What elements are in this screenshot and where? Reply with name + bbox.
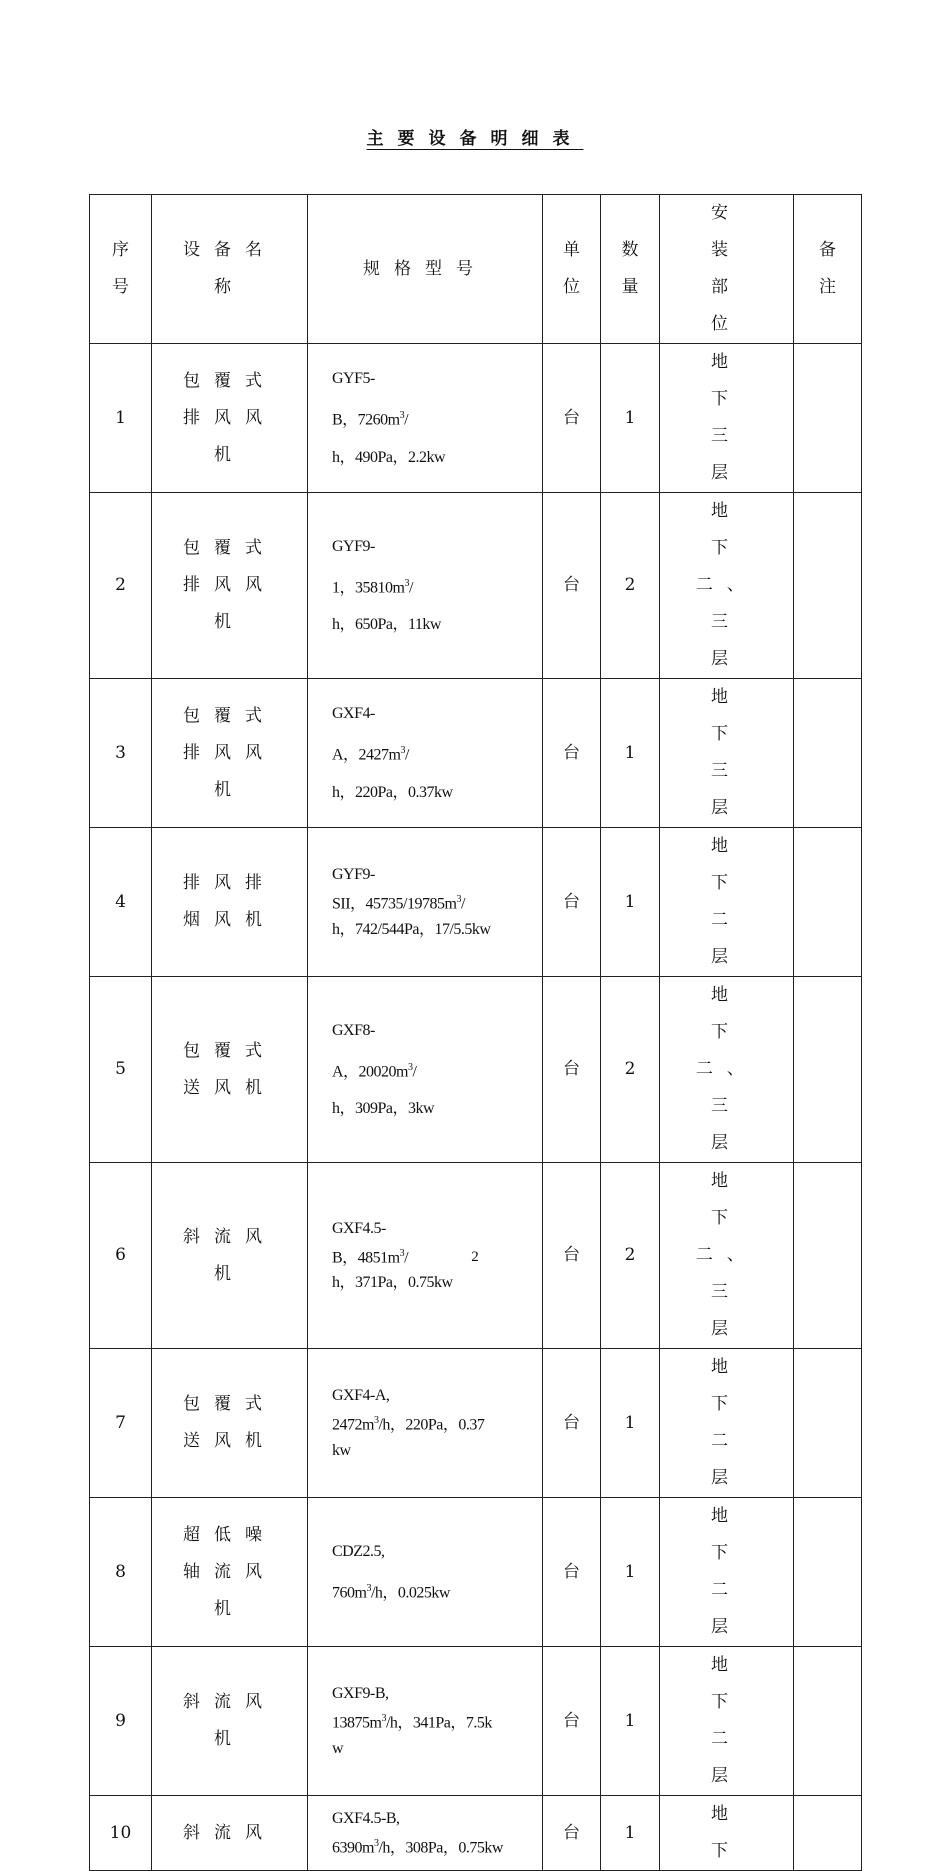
- spec-line: 1，$35810m^3/$: [332, 577, 413, 597]
- cell-name: 包覆式排风风机: [152, 344, 308, 493]
- cell-location: 地下三层: [660, 344, 794, 493]
- spec-line: $2472m^3/h$，220Pa，0.37: [332, 1415, 485, 1434]
- cell-no: 10: [90, 1796, 152, 1871]
- cell-name: 斜流风机: [152, 1163, 308, 1349]
- cell-no: 5: [90, 977, 152, 1163]
- cell-spec: [308, 1498, 543, 1647]
- spec-line: $6390m^3/h$，308Pa，0.75kw: [332, 1837, 503, 1857]
- cell-no: 8: [90, 1498, 152, 1647]
- table-row: [90, 344, 862, 493]
- spec-line: GXF4-A,: [332, 1387, 390, 1405]
- cell-unit: 台: [543, 1647, 601, 1796]
- equipment-table: [89, 194, 862, 1871]
- page-number: 2: [471, 1249, 479, 1265]
- table-row: [90, 977, 862, 1163]
- table-row: [90, 828, 862, 977]
- cell-spec: [308, 977, 543, 1163]
- cell-name: 排风排烟风机: [152, 828, 308, 977]
- cell-remark: [794, 828, 862, 977]
- cell-spec: [308, 493, 543, 679]
- cell-unit: 台: [543, 828, 601, 977]
- header-spec: 规格型号: [308, 195, 543, 344]
- cell-name: 包覆式送风机: [152, 1349, 308, 1498]
- spec-line: GXF9-B,: [332, 1685, 389, 1703]
- spec-line: GYF9-: [332, 866, 375, 884]
- spec-line: GYF9-: [332, 537, 375, 555]
- cell-location: 地下二、三层: [660, 977, 794, 1163]
- cell-no: 3: [90, 679, 152, 828]
- spec-line: B，$4851m^3/$: [332, 1247, 409, 1267]
- spec-line: GXF4.5-: [332, 1219, 386, 1237]
- cell-spec: [308, 828, 543, 977]
- table-row: [90, 1349, 862, 1498]
- spec-line: h，490Pa，2.2kw: [332, 448, 446, 466]
- spec-line: $13875m^3/h$，341Pa，7.5k: [332, 1713, 492, 1732]
- cell-qty: 1: [601, 1647, 660, 1796]
- cell-location: 地下二层: [660, 1647, 794, 1796]
- cell-remark: [794, 1647, 862, 1796]
- cell-qty: 1: [601, 1796, 660, 1871]
- spec-line: SII，$45735/19785m^3/$: [332, 894, 465, 913]
- cell-spec: [308, 1796, 543, 1871]
- header-row: [90, 195, 862, 344]
- spec-line: h，309Pa，3kw: [332, 1100, 435, 1118]
- cell-no: 1: [90, 344, 152, 493]
- cell-name: 包覆式排风风机: [152, 493, 308, 679]
- cell-location: 地下二层: [660, 1349, 794, 1498]
- cell-remark: [794, 493, 862, 679]
- cell-remark: [794, 1349, 862, 1498]
- cell-remark: [794, 679, 862, 828]
- cell-unit: 台: [543, 1796, 601, 1871]
- cell-unit: 台: [543, 1163, 601, 1349]
- spec-line: w: [332, 1739, 344, 1757]
- cell-name: 超低噪轴流风机: [152, 1498, 308, 1647]
- cell-qty: 1: [601, 679, 660, 828]
- cell-unit: 台: [543, 1498, 601, 1647]
- spec-line: B，$7260m^3/$: [332, 410, 409, 429]
- header-unit: 单位: [543, 195, 601, 344]
- cell-location: 地下二、三层: [660, 493, 794, 679]
- spec-line: GYF5-: [332, 370, 375, 388]
- cell-qty: 1: [601, 344, 660, 493]
- header-location: 安装部位: [660, 195, 794, 344]
- header-name: 设备名称: [152, 195, 308, 344]
- spec-line: GXF4-: [332, 705, 375, 723]
- cell-qty: 1: [601, 1349, 660, 1498]
- cell-qty: 1: [601, 828, 660, 977]
- cell-no: 7: [90, 1349, 152, 1498]
- cell-no: 9: [90, 1647, 152, 1796]
- table-row: [90, 1498, 862, 1647]
- spec-line: $760m^3/h$，0.025kw: [332, 1582, 450, 1602]
- cell-qty: 2: [601, 1163, 660, 1349]
- cell-qty: 2: [601, 977, 660, 1163]
- cell-location: 地下二层: [660, 1498, 794, 1647]
- cell-spec: [308, 1647, 543, 1796]
- cell-name: 包覆式送风机: [152, 977, 308, 1163]
- spec-line: h，742/544Pa，17/5.5kw: [332, 920, 491, 938]
- table-row: [90, 1647, 862, 1796]
- spec-line: GXF4.5-B,: [332, 1809, 400, 1827]
- cell-remark: [794, 1498, 862, 1647]
- cell-location: 地下三层: [660, 679, 794, 828]
- cell-name: 斜流风: [152, 1796, 308, 1871]
- cell-spec: [308, 679, 543, 828]
- cell-remark: [794, 1796, 862, 1871]
- spec-line: h，371Pa，0.75kw: [332, 1274, 453, 1292]
- spec-line: A，$20020m^3/$: [332, 1061, 417, 1081]
- header-qty: 数量: [601, 195, 660, 344]
- spec-line: kw: [332, 1441, 351, 1459]
- table-row: [90, 679, 862, 828]
- spec-line: GXF8-: [332, 1021, 375, 1039]
- cell-no: 6: [90, 1163, 152, 1349]
- table-row: [90, 1796, 862, 1871]
- cell-no: 2: [90, 493, 152, 679]
- spec-line: A，$2427m^3/$: [332, 745, 409, 764]
- spec-line: CDZ2.5,: [332, 1542, 385, 1560]
- table-row: [90, 493, 862, 679]
- cell-remark: [794, 977, 862, 1163]
- cell-unit: 台: [543, 679, 601, 828]
- cell-spec: [308, 344, 543, 493]
- cell-qty: 1: [601, 1498, 660, 1647]
- header-no: 序号: [90, 195, 152, 344]
- cell-name: 斜流风机: [152, 1647, 308, 1796]
- header-remark: 备注: [794, 195, 862, 344]
- cell-unit: 台: [543, 493, 601, 679]
- cell-unit: 台: [543, 977, 601, 1163]
- cell-spec: [308, 1349, 543, 1498]
- cell-unit: 台: [543, 1349, 601, 1498]
- cell-qty: 2: [601, 493, 660, 679]
- spec-line: h，220Pa，0.37kw: [332, 783, 453, 801]
- cell-location: 地下二层: [660, 828, 794, 977]
- cell-no: 4: [90, 828, 152, 977]
- cell-remark: [794, 344, 862, 493]
- cell-name: 包覆式排风风机: [152, 679, 308, 828]
- cell-unit: 台: [543, 344, 601, 493]
- cell-location: 地下: [660, 1796, 794, 1871]
- cell-location: 地下二、三层: [660, 1163, 794, 1349]
- spec-line: h，650Pa，11kw: [332, 616, 441, 634]
- page-title: 主要设备明细表: [366, 129, 584, 149]
